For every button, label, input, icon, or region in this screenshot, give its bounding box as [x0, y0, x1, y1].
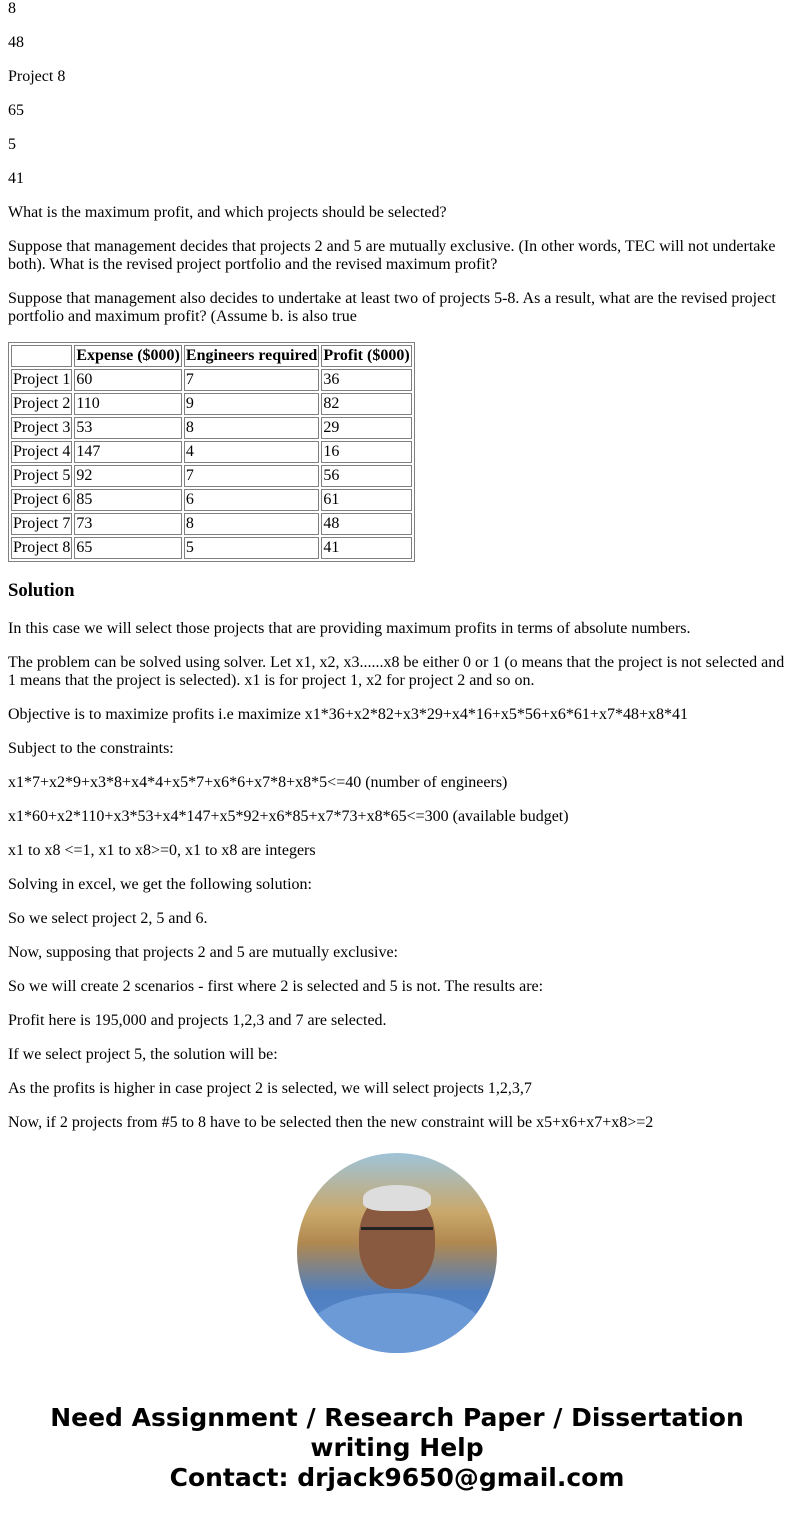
table-cell: 5 [184, 537, 319, 559]
column-header: Engineers required [184, 345, 319, 367]
solution-paragraph: x1*7+x2*9+x3*8+x4*4+x5*7+x6*6+x7*8+x8*5<=40 (number of engineers) [8, 774, 508, 791]
table-row [11, 369, 412, 391]
table-cell: 4 [184, 441, 319, 463]
table-cell: 6 [184, 489, 319, 511]
table-cell: Project 8 [11, 537, 72, 559]
table-cell: 92 [74, 465, 182, 487]
solution-paragraph: x1 to x8 <=1, x1 to x8>=0, x1 to x8 are integers [8, 842, 316, 859]
table-cell: Project 6 [11, 489, 72, 511]
table-cell: 56 [321, 465, 411, 487]
solution-paragraph: Subject to the constraints: [8, 740, 174, 757]
table-cell: 65 [74, 537, 182, 559]
footer-ad [0, 1403, 794, 1493]
projects-table [8, 342, 415, 562]
table-row [11, 489, 412, 511]
table-cell: 147 [74, 441, 182, 463]
solution-paragraph: In this case we will select those projects that are providing maximum profits in terms of absolute numbers. [8, 620, 691, 637]
table-cell: Project 4 [11, 441, 72, 463]
solution-paragraph: So we will create 2 scenarios - first where 2 is selected and 5 is not. The results are: [8, 978, 544, 995]
table-cell: 73 [74, 513, 182, 535]
table-cell: 48 [321, 513, 411, 535]
column-header [11, 345, 72, 367]
table-cell: 85 [74, 489, 182, 511]
table-cell: 60 [74, 369, 182, 391]
solution-paragraph: If we select project 5, the solution will be: [8, 1046, 278, 1063]
table-cell: 7 [184, 465, 319, 487]
fragment-text: 48 [8, 34, 24, 51]
question-text: Suppose that management also decides to undertake at least two of projects 5-8. As a result, what are the revised project portfolio and maximum profit? (Assume b. is also true [8, 290, 776, 325]
solution-paragraph: Objective is to maximize profits i.e maximize x1*36+x2*82+x3*29+x4*16+x5*56+x6*61+x7*48+x8*41 [8, 706, 688, 723]
fragment-text: 65 [8, 102, 24, 119]
fragment-text: 41 [8, 170, 24, 187]
column-header: Expense ($000) [74, 345, 182, 367]
table-cell: Project 5 [11, 465, 72, 487]
fragment-text: 5 [8, 136, 16, 153]
question-text: Suppose that management decides that projects 2 and 5 are mutually exclusive. (In other words, TEC will not undertake both). What is the revised project portfolio and the revised maximum profit? [8, 238, 776, 273]
solution-heading: Solution [8, 580, 75, 601]
solution-paragraph: Solving in excel, we get the following solution: [8, 876, 312, 893]
solution-paragraph: Profit here is 195,000 and projects 1,2,3 and 7 are selected. [8, 1012, 387, 1029]
table-cell: 61 [321, 489, 411, 511]
table-row [11, 417, 412, 439]
footer-line-1: Need Assignment / Research Paper / Dissertation writing Help [50, 1403, 744, 1462]
table-cell: 110 [74, 393, 182, 415]
table-cell: 29 [321, 417, 411, 439]
author-avatar [297, 1153, 497, 1353]
table-cell: 8 [184, 513, 319, 535]
solution-paragraph: So we select project 2, 5 and 6. [8, 910, 208, 927]
solution-paragraph: Now, supposing that projects 2 and 5 are mutually exclusive: [8, 944, 398, 961]
table-cell: 36 [321, 369, 411, 391]
table-cell: 41 [321, 537, 411, 559]
table-cell: 82 [321, 393, 411, 415]
question-text: What is the maximum profit, and which projects should be selected? [8, 204, 447, 221]
table-cell: 9 [184, 393, 319, 415]
table-cell: Project 1 [11, 369, 72, 391]
column-header: Profit ($000) [321, 345, 411, 367]
table-cell: Project 2 [11, 393, 72, 415]
table-row [11, 465, 412, 487]
fragment-text: Project 8 [8, 68, 66, 85]
table-cell: 8 [184, 417, 319, 439]
solution-paragraph: Now, if 2 projects from #5 to 8 have to be selected then the new constraint will be x5+x6+x7+x8>=2 [8, 1114, 654, 1131]
table-row [11, 441, 412, 463]
table-cell: Project 3 [11, 417, 72, 439]
table-cell: 53 [74, 417, 182, 439]
solution-paragraph: As the profits is higher in case project 2 is selected, we will select projects 1,2,3,7 [8, 1080, 532, 1097]
solution-paragraph: x1*60+x2*110+x3*53+x4*147+x5*92+x6*85+x7*73+x8*65<=300 (available budget) [8, 808, 569, 825]
table-row [11, 393, 412, 415]
document-body [8, 0, 786, 1148]
table-row [11, 513, 412, 535]
table-cell: Project 7 [11, 513, 72, 535]
footer-contact[interactable]: Contact: drjack9650@gmail.com [169, 1463, 625, 1492]
solution-paragraph: The problem can be solved using solver. Let x1, x2, x3......x8 be either 0 or 1 (o means that the project is not selected and 1 means that the project is selected). x1 is for project 1, x2 for project 2 and so on. [8, 654, 785, 689]
fragment-text: 8 [8, 0, 16, 17]
table-cell: 7 [184, 369, 319, 391]
table-cell: 16 [321, 441, 411, 463]
table-row [11, 537, 412, 559]
